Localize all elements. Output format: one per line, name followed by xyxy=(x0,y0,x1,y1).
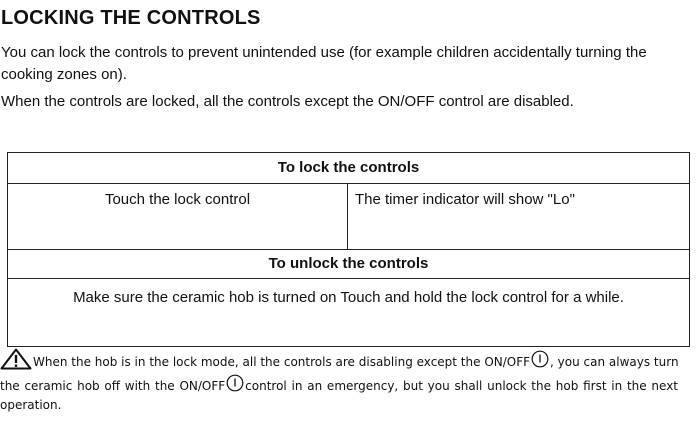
lock-controls-table xyxy=(7,152,690,347)
page-title: LOCKING THE CONTROLS xyxy=(1,7,261,29)
unlock-action-cell: Make sure the ceramic hob is turned on Touch and hold the lock control for a while. xyxy=(8,279,690,347)
unlock-header: To unlock the controls xyxy=(8,250,690,279)
note-text-1a: When the hob is in the lock mode, all the controls are disabling except the ON/OFF xyxy=(33,355,531,369)
warning-note xyxy=(0,348,678,412)
lock-header: To lock the controls xyxy=(8,153,690,184)
intro-paragraph: You can lock the controls to prevent unintended use (for example children accidentally turning the cooking zones on). xyxy=(1,44,647,83)
note-text-2b: control in an emergency, but you shall unlock the hob first in the next xyxy=(245,379,679,393)
note-text-2a: the ceramic hob off with the ON/OFF xyxy=(0,379,226,393)
locked-state-paragraph: When the controls are locked, all the controls except the ON/OFF control are disabled. xyxy=(1,93,574,110)
warning-triangle-icon xyxy=(0,348,32,370)
note-line-3: operation. xyxy=(0,398,62,412)
lock-result-cell: The timer indicator will show "Lo" xyxy=(348,184,690,250)
lock-action-cell: Touch the lock control xyxy=(8,184,348,250)
note-text-1b: , you can always turn xyxy=(550,355,679,369)
power-icon xyxy=(226,374,244,392)
note-line-2 xyxy=(0,374,678,398)
power-icon xyxy=(531,350,549,368)
note-line-1 xyxy=(0,348,678,374)
